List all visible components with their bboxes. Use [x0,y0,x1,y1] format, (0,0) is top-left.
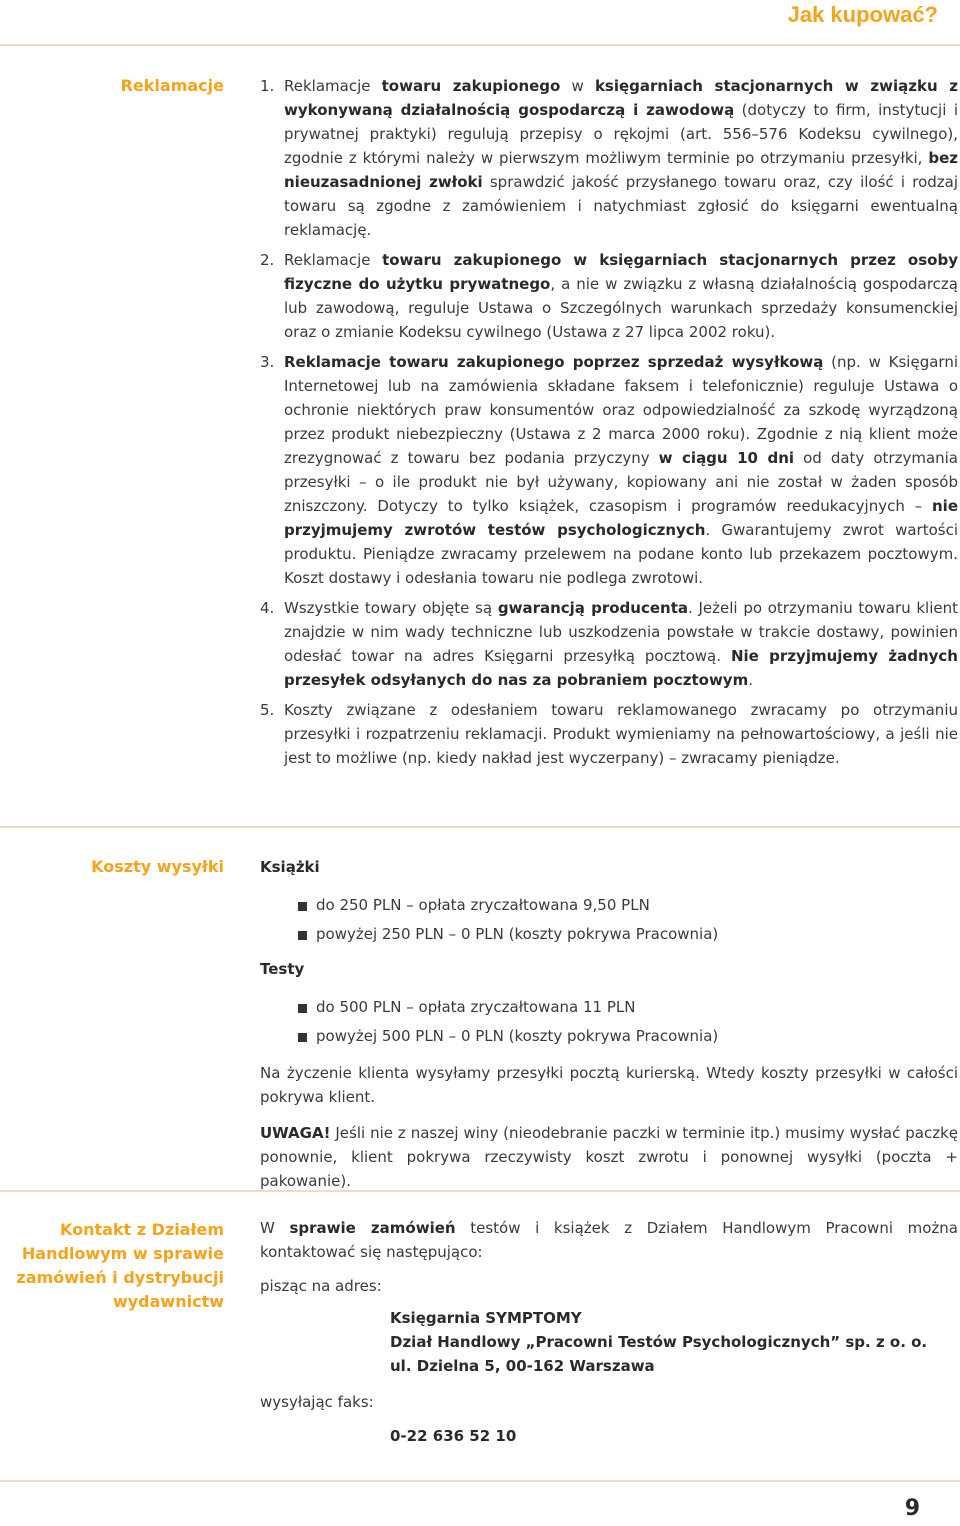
section-divider [0,826,960,828]
emphasis-text: Nie przyjmujemy żadnych przesyłek odsyłanych do nas za pobraniem pocztowym [284,647,958,689]
kontakt-content [260,1216,958,1448]
ksiazki-heading: Książki [260,858,320,876]
section-label-reklamacje: Reklamacje [120,76,224,95]
list-item [298,891,958,920]
address-line: ul. Dzielna 5, 00-162 Warszawa [390,1357,655,1375]
top-divider [0,44,960,46]
item-text: . [748,671,753,689]
item-number: 5. [260,701,275,719]
reklamacje-item [260,74,958,242]
koszty-content [260,855,958,1193]
section-label-koszty: Koszty wysyłki [91,857,224,876]
ksiazki-list [260,891,958,949]
item-text: (dotyczy to firm, instytucji i prywatnej praktyki) regulują przepisy o rękojmi (art. 556–576 Kodeksu cywilnego), zgodnie z którymi należy w pierwszym możliwym terminie po otrzymaniu przesyłki, [284,101,958,167]
item-text: Koszty związane z odesłaniem towaru reklamowanego zwracamy po otrzymaniu przesyłki i rozpatrzeniu reklamacji. Produkt wymieniamy na pełnowartościowy, a jeśli nie jest to możliwe (np. kiedy nakład jest wyczerpany) – zwracamy pieniądze. [284,701,958,767]
intro-post: testów i książek z Działem Handlowym Pracowni można kontaktować się następująco: [260,1219,958,1261]
uwaga-label: UWAGA! [260,1124,331,1142]
list-item [298,1022,958,1051]
list-item [298,920,958,949]
item-number: 2. [260,251,275,269]
reklamacje-content [260,74,958,776]
list-item-text: powyżej 500 PLN – 0 PLN (koszty pokrywa Pracownia) [316,1027,719,1045]
intro-pre: W [260,1219,290,1237]
bullet-icon [298,1004,307,1013]
item-text: sprawdzić jakość przysłanego towaru oraz, czy ilość i rodzaj towaru są zgodne z zamówieniem i natychmiast zgłosić do księgarni ewentualną reklamację. [284,173,958,239]
emphasis-text: księgarniach stacjonarnych w związku z wykonywaną działalnością gospodarczą i zawodową [284,77,958,119]
item-text: . Jeżeli po otrzymaniu towaru klient znajdzie w nim wady techniczne lub uszkodzenia powstałe w trakcie dostawy, powinien odesłać towar na adres Księgarni przesyłką pocztową. [284,599,958,665]
item-text: Reklamacje [284,251,383,269]
section-divider [0,1190,960,1192]
address-block [260,1306,958,1378]
kurier-note: Na życzenie klienta wysyłamy przesyłki pocztą kurierską. Wtedy koszty przesyłki w całości pokrywa klient. [260,1064,958,1106]
intro-bold: sprawie zamówień [289,1219,456,1237]
reklamacje-item [260,698,958,770]
item-text: w [560,77,595,95]
emphasis-text: Reklamacje towaru zakupionego poprzez sprzedaż wysyłkową [284,353,824,371]
address-line: Dział Handlowy „Pracowni Testów Psychologicznych” sp. z o. o. [390,1333,928,1351]
write-label: pisząc na adres: [260,1277,382,1295]
bullet-icon [298,1033,307,1042]
section-label-kontakt: Kontakt z Działem Handlowym w sprawie zamówień i dystrybucji wydawnictw [16,1220,224,1311]
list-item-text: do 500 PLN – opłata zryczałtowana 11 PLN [316,998,636,1016]
item-text: . Gwarantujemy zwrot wartości produktu. Pieniądze zwracamy przelewem na podane konto lub przekazem pocztowym. Koszt dostawy i odesłania towaru nie podlega zwrotowi. [284,521,958,587]
reklamacje-item [260,596,958,692]
emphasis-text: nie przyjmujemy zwrotów testów psychologicznych [284,497,958,539]
emphasis-text: w ciągu 10 dni [658,449,795,467]
address-line: Księgarnia SYMPTOMY [390,1309,582,1327]
reklamacje-item [260,248,958,344]
emphasis-text: gwarancją producenta [497,599,689,617]
page-number: 9 [904,1496,920,1521]
list-item [298,993,958,1022]
uwaga-paragraph [260,1121,958,1193]
item-text: Wszystkie towary objęte są [284,599,498,617]
testy-heading: Testy [260,960,305,978]
item-text: od daty otrzymania przesyłki – o ile produkt nie był używany, kopiowany ani nie został w żaden sposób zniszczony. Dotyczy to tylko książek, czasopism i programów reedukacyjnych – [284,449,959,515]
uwaga-text: Jeśli nie z naszej winy (nieodebranie paczki w terminie itp.) musimy wysłać paczkę ponownie, klient pokrywa rzeczywisty koszt zwrotu i ponownej wysyłki (poczta + pakowanie). [260,1124,958,1190]
reklamacje-item [260,350,958,590]
reklamacje-list [260,74,958,770]
list-item-text: do 250 PLN – opłata zryczałtowana 9,50 PLN [316,896,650,914]
fax-number: 0-22 636 52 10 [390,1427,517,1445]
emphasis-text: bez nieuzasadnionej zwłoki [284,149,958,191]
testy-list [260,993,958,1051]
page-title: Jak kupować? [787,2,938,27]
bullet-icon [298,931,307,940]
list-item-text: powyżej 250 PLN – 0 PLN (koszty pokrywa Pracownia) [316,925,719,943]
bottom-divider [0,1480,960,1482]
fax-label: wysyłając faks: [260,1393,374,1411]
bullet-icon [298,902,307,911]
item-text: (np. w Księgarni Internetowej lub na zamówienia składane faksem i telefonicznie) reguluje Ustawa o ochronie niektórych praw konsumentów oraz odpowiedzialność za szkodę wyrządzoną przez produkt niebezpieczny (Ustawa z 2 marca 2000 roku). Zgodnie z nią klient może zrezygnować z towaru bez podania przyczyny [284,353,958,467]
emphasis-text: towaru zakupionego w księgarniach stacjonarnych przez osoby fizyczne do użytku prywatnego [284,251,958,293]
emphasis-text: towaru zakupionego [381,77,561,95]
item-text: Reklamacje [284,77,382,95]
item-number: 4. [260,599,275,617]
item-text: , a nie w związku z własną działalnością gospodarczą lub zawodową, reguluje Ustawa o Szczególnych warunkach sprzedaży konsumenckiej oraz o zmianie Kodeksu cywilnego (Ustawa z 27 lipca 2002 roku). [284,275,958,341]
item-number: 1. [260,77,275,95]
kontakt-intro [260,1216,958,1264]
item-number: 3. [260,353,275,371]
